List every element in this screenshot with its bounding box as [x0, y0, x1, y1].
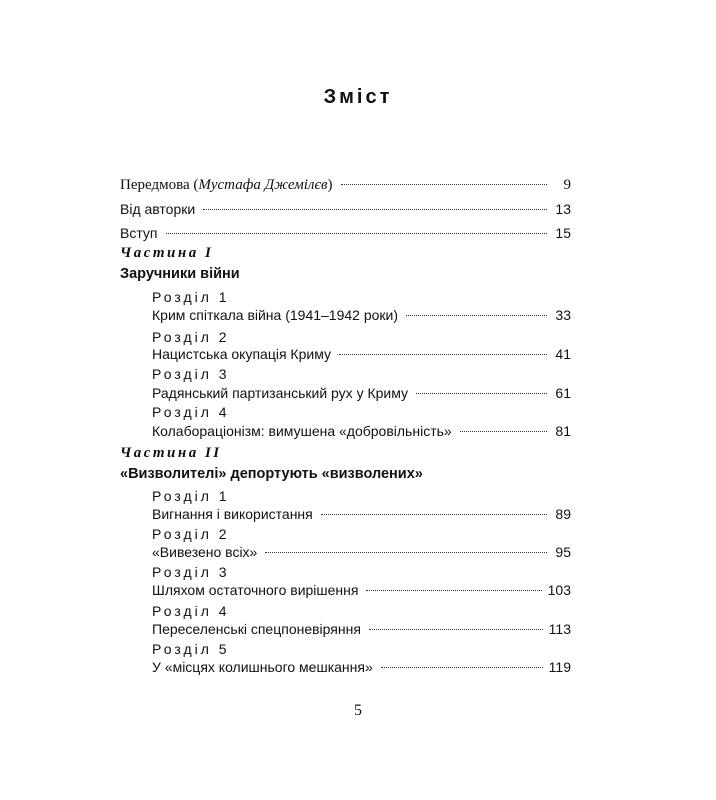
dot-leader: [416, 393, 547, 394]
toc-page-number: 9: [563, 177, 571, 193]
toc-entry-label: «Вивезено всіх»: [152, 544, 258, 560]
toc-entry-introduction: [120, 222, 571, 244]
toc-entry-section: [152, 382, 571, 404]
toc-page-number: 89: [555, 506, 571, 522]
toc-entry-section: [152, 503, 571, 525]
toc-page-number: 15: [555, 225, 571, 241]
section-heading: Розділ 2: [152, 526, 230, 542]
toc-entry-section: [152, 579, 571, 601]
part-heading: Частина II: [120, 445, 222, 461]
toc-entry-label: У «місцях колишнього мешкання»: [152, 659, 373, 675]
section-heading: Розділ 4: [152, 603, 230, 619]
dot-leader: [381, 667, 543, 668]
toc-entry-label: Вступ: [120, 225, 158, 241]
dot-leader: [321, 514, 547, 515]
section-heading: Розділ 1: [152, 289, 230, 305]
toc-entry-label: Шляхом остаточного вирішення: [152, 582, 359, 598]
toc-entry-section: [152, 656, 571, 678]
toc-entry-section: [152, 541, 571, 563]
toc-entry-from-author: [120, 198, 571, 220]
section-heading: Розділ 1: [152, 488, 230, 504]
toc-entry-label: Від авторки: [120, 201, 196, 217]
toc-entry-label: Нацистська окупація Криму: [152, 346, 331, 362]
toc-entry-label: Вигнання і використання: [152, 506, 313, 522]
toc-entry-section: [152, 343, 571, 365]
toc-entry-section: [152, 304, 571, 326]
section-heading: Розділ 3: [152, 366, 230, 382]
part-title: Заручники війни: [120, 266, 240, 282]
dot-leader: [366, 590, 541, 591]
toc-entry-label: Передмова (Мустафа Джемілєв): [120, 177, 333, 193]
section-heading: Розділ 5: [152, 641, 230, 657]
toc-page-number: 33: [555, 307, 571, 323]
toc-page-number: 61: [555, 385, 571, 401]
dot-leader: [166, 233, 548, 234]
dot-leader: [203, 209, 547, 210]
toc-page-number: 41: [555, 346, 571, 362]
toc-entry-section: [152, 420, 571, 442]
toc-page-number: 103: [547, 582, 571, 598]
toc-page-number: 119: [548, 659, 571, 675]
toc-page-number: 13: [555, 201, 571, 217]
toc-entry-foreword: [120, 174, 571, 196]
toc-page-number: 81: [555, 423, 571, 439]
section-heading: Розділ 4: [152, 404, 230, 420]
dot-leader: [406, 315, 547, 316]
toc-entry-label: Радянський партизанський рух у Криму: [152, 385, 409, 401]
part-heading: Частина I: [120, 245, 214, 261]
page-title: Зміст: [323, 86, 393, 108]
toc-entry-section: [152, 618, 571, 640]
dot-leader: [339, 354, 547, 355]
dot-leader: [460, 431, 547, 432]
toc-entry-label: Крим спіткала війна (1941–1942 роки): [152, 307, 399, 323]
dot-leader: [341, 184, 547, 185]
section-heading: Розділ 3: [152, 564, 230, 580]
toc-entry-label: Переселенські спецпоневіряння: [152, 621, 361, 637]
section-heading: Розділ 2: [152, 329, 230, 345]
dot-leader: [265, 552, 547, 553]
toc-page-number: 95: [555, 544, 571, 560]
dot-leader: [369, 629, 543, 630]
toc-page-number: 113: [548, 621, 571, 637]
page-number: 5: [354, 702, 362, 719]
toc-entry-label: Колабораціонізм: вимушена «добровільність»: [152, 423, 452, 439]
part-title: «Визволителі» депортують «визволених»: [120, 466, 423, 482]
